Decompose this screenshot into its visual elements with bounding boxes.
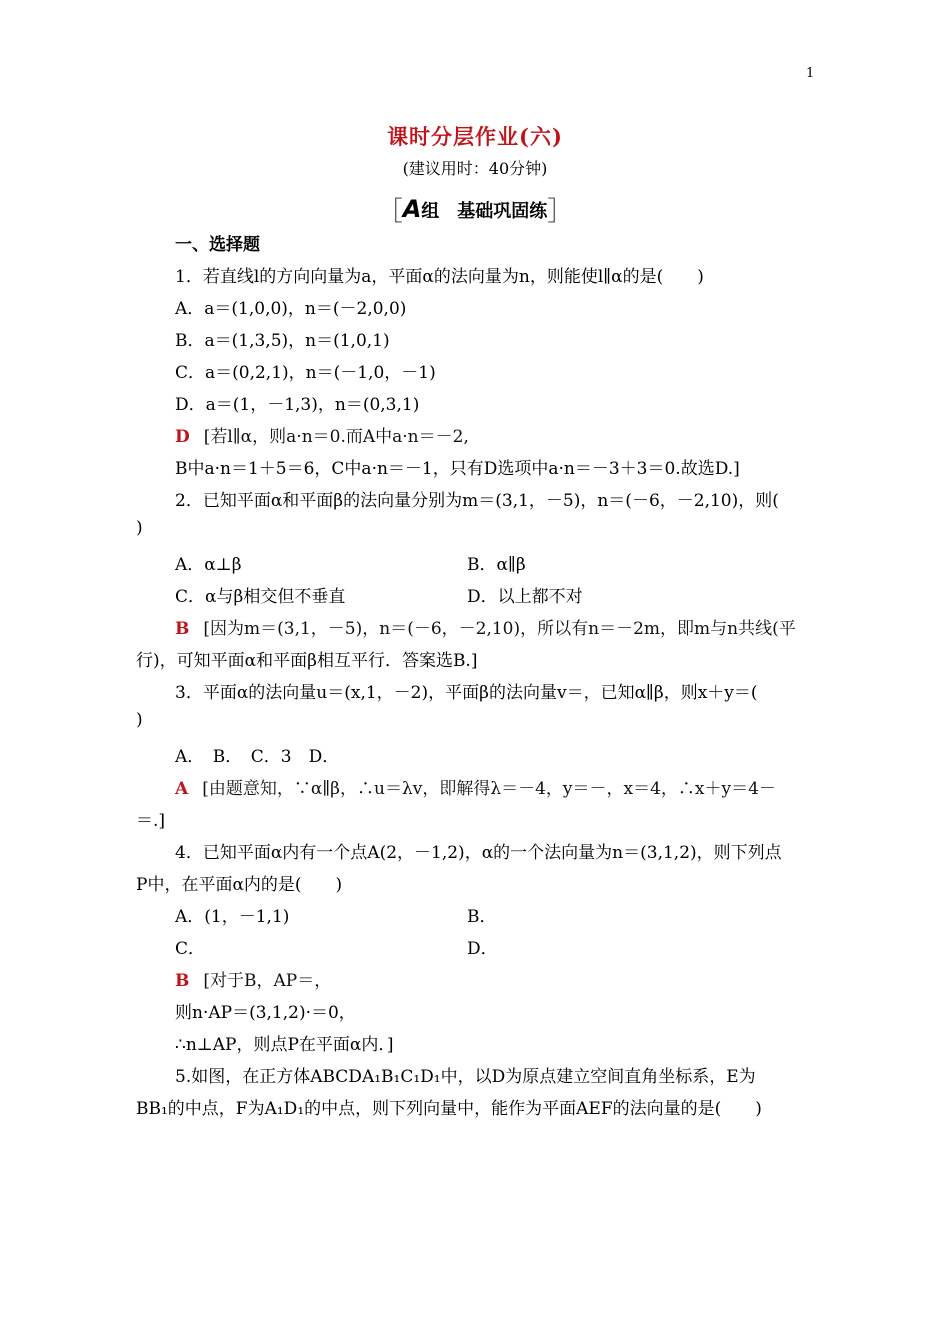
suggested-time: (建议用时：40分钟)	[402, 159, 548, 178]
question-1: 1．若直线l的方向向量为a，平面α的法向量为n，则能使l∥α的是( )	[175, 267, 704, 287]
question-5-cont: BB₁的中点，F为A₁D₁的中点，则下列向量中，能作为平面AEF的法向量的是( )	[136, 1099, 762, 1119]
q4-option-b: B．	[467, 907, 497, 927]
q2-answer: B	[175, 619, 190, 639]
q4-solution-end: ∴n⊥AP，则点P在平面α内．]	[175, 1035, 394, 1055]
q3-solution-cont: ＝.]	[136, 811, 166, 831]
q4-solution-text: [对于B，AP＝，	[203, 971, 332, 991]
question-4: 4．已知平面α内有一个点A(2，－1,2)，α的一个法向量为n＝(3,1,2)，则下列点	[175, 843, 782, 863]
group-heading: ［A组 基础巩固练］	[376, 195, 574, 227]
question-5: 5.如图，在正方体ABCDA₁B₁C₁D₁中，以D为原点建立空间直角坐标系，E为	[175, 1067, 756, 1087]
question-2-cont: )	[136, 518, 143, 538]
q2-option-b: B．α∥β	[467, 555, 526, 575]
q1-solution	[175, 422, 469, 447]
question-2: 2．已知平面α和平面β的法向量分别为m＝(3,1，－5)，n＝(－6，－2,10)，则(	[175, 491, 779, 511]
q1-answer: D	[175, 427, 190, 447]
question-3: 3．平面α的法向量u＝(x,1，－2)，平面β的法向量v＝，已知α∥β，则x＋y＝(	[175, 683, 758, 703]
q2-option-d: D．以上都不对	[467, 587, 583, 607]
q3-answer: A	[175, 779, 189, 799]
group-label: 组 基础巩固练	[421, 201, 548, 222]
q2-option-c: C．α与β相交但不垂直	[175, 587, 346, 607]
question-3-cont: )	[136, 710, 143, 730]
q2-solution	[175, 614, 796, 639]
q1-solution-text: [若l∥α，则a·n＝0.而A中a·n＝－2,	[203, 427, 469, 447]
q2-solution-text: [因为m＝(3,1，－5)，n＝(－6，－2,10)，所以有n＝－2m，即m与n共线(平	[203, 619, 796, 639]
q2-option-a: A．α⊥β	[175, 555, 242, 575]
section-heading: 一、选择题	[175, 235, 260, 255]
page-title: 课时分层作业(六)	[387, 124, 563, 149]
q1-option-d: D．a＝(1，－1,3)，n＝(0,3,1)	[175, 395, 420, 415]
q3-solution-text: [由题意知，∵α∥β，∴u＝λv，即解得λ＝－4，y＝－，x＝4，∴x＋y＝4－	[202, 779, 776, 799]
q3-options: A． B． C．3 D．	[175, 747, 340, 767]
q1-option-c: C．a＝(0,2,1)，n＝(－1,0，－1)	[175, 363, 436, 383]
group-letter: A	[402, 195, 422, 223]
q4-option-d: D．	[467, 939, 498, 959]
q4-solution	[175, 966, 331, 991]
q4-answer: B	[175, 971, 190, 991]
q1-option-a: A．a＝(1,0,0)，n＝(－2,0,0)	[175, 299, 407, 319]
question-4-cont: P中，在平面α内的是( )	[136, 875, 343, 895]
q1-option-b: B．a＝(1,3,5)，n＝(1,0,1)	[175, 331, 390, 351]
q4-solution-cont: 则n·AP＝(3,1,2)·＝0，	[175, 1003, 356, 1023]
q3-solution	[175, 774, 776, 799]
q1-solution-cont: B中a·n＝1＋5＝6，C中a·n＝－1，只有D选项中a·n＝－3＋3＝0.故选D.]	[175, 459, 740, 479]
q4-option-a: A．(1，－1,1)	[175, 907, 290, 927]
page-number: 1	[806, 66, 815, 81]
q4-option-c: C．	[175, 939, 206, 959]
q2-solution-cont: 行)，可知平面α和平面β相互平行．答案选B.]	[136, 651, 478, 671]
